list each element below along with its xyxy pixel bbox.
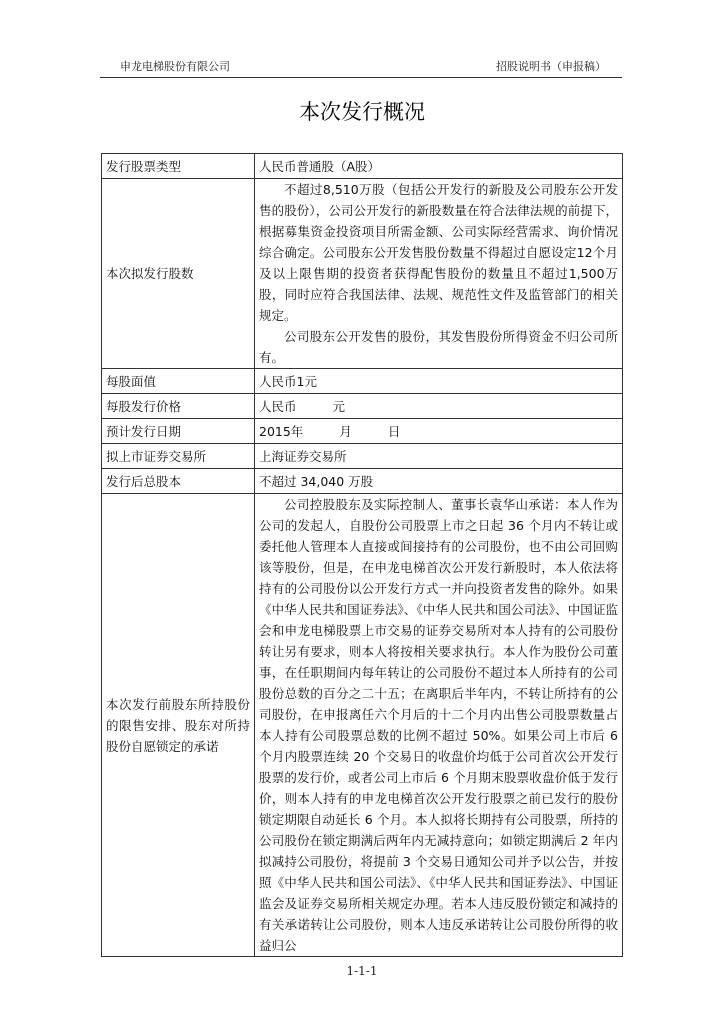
row-label: 预计发行日期 <box>102 419 255 444</box>
table-row <box>102 369 623 394</box>
table-row <box>102 419 623 444</box>
row-label: 每股面值 <box>102 369 255 394</box>
header-company: 申龙电梯股份有限公司 <box>120 60 230 73</box>
row-value: 上海证券交易所 <box>255 444 623 469</box>
table-row <box>102 154 623 179</box>
row-label: 本次发行前股东所持股份的限售安排、股东对所持股份自愿锁定的承诺 <box>102 494 255 957</box>
table-row <box>102 469 623 494</box>
row-label: 每股发行价格 <box>102 394 255 419</box>
table-row <box>102 494 623 957</box>
lockup-commitment-paragraph: 公司控股股东及实际控制人、董事长袁华山承诺：本人作为公司的发起人，自股份公司股票上市之日起 36 个月内不转让或委托他人管理本人直接或间接持有的公司股份，也不由公司回购该等股份，但是，在申龙电梯首次公开发行新股时，本人依法将持有的公司股份以公开发行方式一并向投资者发售的除外。如果《中华人民共和国证券法》、《中华人民共和国公司法》、中国证监会和申龙电梯股票上市交易的证券交易所对本人持有的公司股份转让另有要求，则本人将按相关要求执行。本人作为股份公司董事，在任职期间内每年转让的公司股份不超过本人所持有的公司股份总数的百分之二十五；在离职后半年内，不转让所持有的公司股份，在申报离任六个月后的十二个月内出售公司股票数量占本人持有公司股票总数的比例不超过 50%。如果公司上市后 6 个月内股票连续 20 个交易日的收盘价均低于公司首次公开发行股票的发行价，或者公司上市后 6 个月期末股票收盘价低于发行价，则本人持有的申龙电梯首次公开发行股票之前已发行的股份锁定期限自动延长 6 个月。本人拟将长期持有公司股票，所持的公司股份在锁定期满后两年内无减持意向；如锁定期满后 2 年内拟减持公司股份，将提前 3 个交易日通知公司并予以公告，并按照《中华人民共和国公司法》、《中华人民共和国证券法》、中国证监会及证券交易所相关规定办理。若本人违反股份锁定和减持的有关承诺转让公司股份，则本人违反承诺转让公司股份所得的收益归公 <box>259 497 618 953</box>
row-value <box>255 179 623 369</box>
row-value: 不超过 34,040 万股 <box>255 469 623 494</box>
page-number: 1-1-1 <box>346 964 378 978</box>
price-prefix: 人民币 <box>259 398 297 414</box>
row-value: 人民币1元 <box>255 369 623 394</box>
row-value: 人民币普通股（A股） <box>255 154 623 179</box>
table-row <box>102 444 623 469</box>
header-rule <box>100 77 622 78</box>
date-month: 月 <box>339 423 352 439</box>
offering-overview-table <box>101 153 623 957</box>
date-day: 日 <box>387 423 401 439</box>
row-label: 发行后总股本 <box>102 469 255 494</box>
row-value <box>255 494 623 957</box>
price-unit: 元 <box>332 398 346 414</box>
row-value <box>255 419 623 444</box>
row-label: 本次拟发行股数 <box>102 179 255 369</box>
row-value <box>255 394 623 419</box>
share-count-paragraph: 不超过8,510万股（包括公开发行的新股及公司股东公开发售的股份），公司公开发行的新股数量在符合法律法规的前提下，根据募集资金投资项目所需金额、公司实际经营需求、询价情况综合确定。公司股东公开发售股份数量不得超过自愿设定12个月及以上限售期的投资者获得配售股份的数量且不超过1,500万股，同时应符合我国法律、法规、规范性文件及监管部门的相关规定。 <box>259 182 618 323</box>
table-row <box>102 394 623 419</box>
header-doc-type: 招股说明书（申报稿） <box>496 60 606 73</box>
proceeds-note-paragraph: 公司股东公开发售的股份，其发售股份所得资金不归公司所有。 <box>259 329 618 365</box>
row-label: 发行股票类型 <box>102 154 255 179</box>
row-label: 拟上市证券交易所 <box>102 444 255 469</box>
page-title: 本次发行概况 <box>299 100 425 124</box>
table-row <box>102 179 623 369</box>
date-year: 2015年 <box>259 423 304 439</box>
